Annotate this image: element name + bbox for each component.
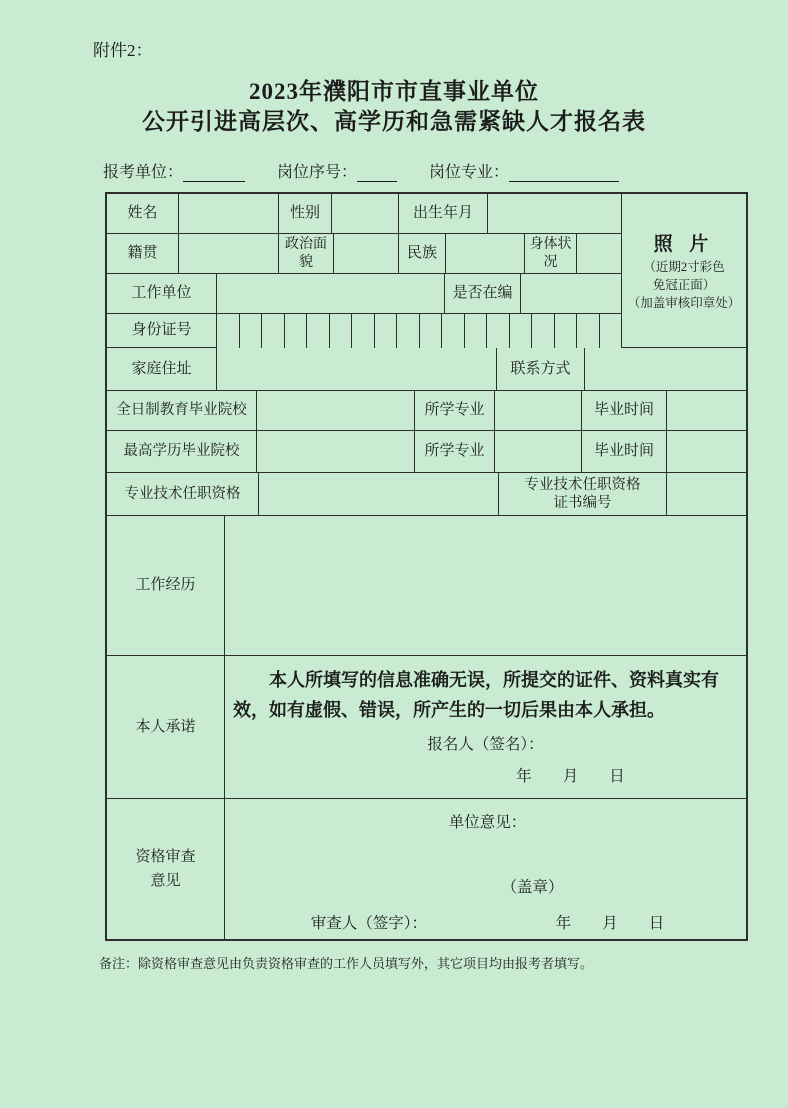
highest-grad-time-input-cell[interactable] bbox=[667, 431, 746, 473]
ethnic-input-cell[interactable] bbox=[446, 234, 525, 274]
home-address-label: 家庭住址 bbox=[107, 348, 217, 391]
work-unit-input-cell[interactable] bbox=[217, 274, 445, 314]
row-highest-school bbox=[107, 431, 746, 473]
application-form-table bbox=[105, 192, 748, 941]
gender-input-cell[interactable] bbox=[332, 194, 399, 234]
row-fulltime-school bbox=[107, 391, 746, 431]
photo-note-line1: （近期2寸彩色 bbox=[643, 259, 725, 274]
id-digit-cell[interactable] bbox=[330, 314, 353, 348]
work-experience-input-cell[interactable] bbox=[225, 516, 746, 656]
highest-major-input-cell[interactable] bbox=[495, 431, 582, 473]
prof-title-label: 专业技术任职资格 bbox=[107, 473, 259, 516]
birth-label: 出生年月 bbox=[399, 194, 488, 234]
birth-input-cell[interactable] bbox=[488, 194, 622, 234]
row-commitment bbox=[107, 656, 746, 799]
id-digit-cell[interactable] bbox=[577, 314, 600, 348]
political-status-label: 政治面貌 bbox=[279, 234, 334, 274]
prof-title-input-cell[interactable] bbox=[259, 473, 499, 516]
highest-school-label: 最高学历毕业院校 bbox=[107, 431, 257, 473]
id-digit-cell[interactable] bbox=[555, 314, 578, 348]
unit-opinion-label[interactable]: 单位意见： bbox=[448, 813, 527, 831]
id-digit-cell[interactable] bbox=[352, 314, 375, 348]
id-digit-cell[interactable] bbox=[600, 314, 623, 348]
native-place-input-cell[interactable] bbox=[179, 234, 279, 274]
review-content-cell bbox=[225, 799, 746, 939]
form-title-line1: 2023年濮阳市市直事业单位 bbox=[249, 79, 539, 104]
id-number-label: 身份证号 bbox=[107, 314, 217, 348]
name-input-cell[interactable] bbox=[179, 194, 279, 234]
id-digit-cell[interactable] bbox=[307, 314, 330, 348]
id-digit-cell[interactable] bbox=[465, 314, 488, 348]
contact-input-cell[interactable] bbox=[585, 348, 746, 391]
gender-label: 性别 bbox=[279, 194, 332, 234]
work-experience-label: 工作经历 bbox=[107, 516, 225, 656]
form-title-line2: 公开引进高层次、高学历和急需紧缺人才报名表 bbox=[142, 109, 646, 134]
id-digit-cell[interactable] bbox=[442, 314, 465, 348]
photo-title: 照 片 bbox=[653, 233, 715, 255]
name-label: 姓名 bbox=[107, 194, 179, 234]
id-digit-cell[interactable] bbox=[532, 314, 555, 348]
on-staff-input-cell[interactable] bbox=[521, 274, 622, 314]
post-number-label: 岗位序号： bbox=[277, 164, 358, 181]
row-prof-title bbox=[107, 473, 746, 516]
id-digit-cell[interactable] bbox=[397, 314, 420, 348]
row-work-unit bbox=[107, 274, 622, 314]
highest-grad-time-label: 毕业时间 bbox=[582, 431, 667, 473]
prof-cert-no-input-cell[interactable] bbox=[667, 473, 746, 516]
row-review-opinion bbox=[107, 799, 746, 939]
id-digit-cell[interactable] bbox=[240, 314, 263, 348]
highest-major-label: 所学专业 bbox=[415, 431, 495, 473]
photo-box[interactable] bbox=[622, 194, 746, 348]
reviewer-signature-line[interactable]: 审查人（签字）： bbox=[310, 914, 427, 932]
id-digit-cell[interactable] bbox=[262, 314, 285, 348]
fulltime-grad-time-label: 毕业时间 bbox=[582, 391, 667, 431]
fulltime-grad-time-input-cell[interactable] bbox=[667, 391, 746, 431]
political-status-input-cell[interactable] bbox=[334, 234, 399, 274]
commitment-date-line[interactable]: 年 月 日 bbox=[516, 767, 625, 785]
row-work-experience bbox=[107, 516, 746, 656]
id-digit-cell[interactable] bbox=[487, 314, 510, 348]
ethnic-label: 民族 bbox=[399, 234, 446, 274]
commitment-text: 本人所填写的信息准确无误，所提交的证件、资料真实有效，如有虚假、错误，所产生的一切后果由本人承担。 bbox=[233, 670, 719, 720]
post-major-label: 岗位专业： bbox=[429, 164, 510, 181]
commitment-content-cell bbox=[225, 656, 746, 799]
native-place-label: 籍贯 bbox=[107, 234, 179, 274]
row-address-contact bbox=[107, 348, 746, 391]
post-number-blank[interactable] bbox=[357, 164, 397, 182]
fulltime-school-input-cell[interactable] bbox=[257, 391, 415, 431]
seal-placeholder: （盖章） bbox=[501, 879, 564, 897]
health-status-label: 身体状况 bbox=[525, 234, 577, 274]
highest-school-input-cell[interactable] bbox=[257, 431, 415, 473]
on-staff-label: 是否在编 bbox=[445, 274, 521, 314]
contact-label: 联系方式 bbox=[497, 348, 585, 391]
meta-line bbox=[103, 159, 788, 183]
id-digit-cell[interactable] bbox=[285, 314, 308, 348]
prof-cert-no-label: 专业技术任职资格证书编号 bbox=[499, 473, 667, 516]
post-major-blank[interactable] bbox=[509, 164, 619, 182]
photo-note-line3: （加盖审核印章处） bbox=[627, 296, 741, 311]
id-digit-cell[interactable] bbox=[375, 314, 398, 348]
review-opinion-label: 资格审查意见 bbox=[107, 799, 225, 939]
id-digit-cell[interactable] bbox=[510, 314, 533, 348]
id-digit-cell[interactable] bbox=[217, 314, 240, 348]
fulltime-major-input-cell[interactable] bbox=[495, 391, 582, 431]
apply-unit-label: 报考单位： bbox=[103, 164, 184, 181]
id-digit-cell[interactable] bbox=[420, 314, 443, 348]
apply-unit-blank[interactable] bbox=[183, 164, 245, 182]
work-unit-label: 工作单位 bbox=[107, 274, 217, 314]
attachment-label: 附件2： bbox=[93, 41, 153, 60]
row-name-gender-birth bbox=[107, 194, 622, 234]
health-status-input-cell[interactable] bbox=[577, 234, 622, 274]
id-number-cells bbox=[217, 314, 622, 348]
home-address-input-cell[interactable] bbox=[217, 348, 497, 391]
review-date-line[interactable]: 年 月 日 bbox=[555, 914, 665, 932]
photo-note-line2: 免冠正面） bbox=[652, 277, 716, 292]
row-native-political-ethnic-health bbox=[107, 234, 622, 274]
footer-note: 备注：除资格审查意见由负责资格审查的工作人员填写外，其它项目均由报考者填写。 bbox=[99, 956, 594, 971]
commitment-label: 本人承诺 bbox=[107, 656, 225, 799]
row-id-number bbox=[107, 314, 622, 348]
top-section bbox=[107, 194, 746, 348]
applicant-signature-line[interactable]: 报名人（签名）： bbox=[427, 736, 544, 754]
fulltime-school-label: 全日制教育毕业院校 bbox=[107, 391, 257, 431]
fulltime-major-label: 所学专业 bbox=[415, 391, 495, 431]
